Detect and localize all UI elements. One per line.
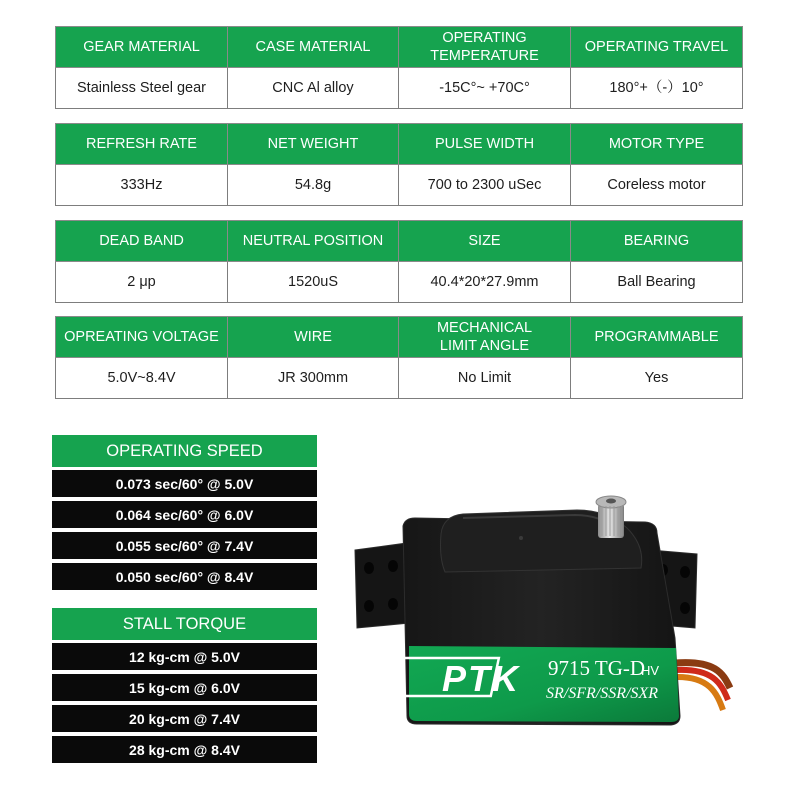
spec-header-cell: NET WEIGHT	[228, 124, 399, 165]
operating-speed-title: OPERATING SPEED	[52, 435, 317, 467]
spec-value-row	[56, 358, 743, 399]
spec-table-1	[55, 26, 743, 109]
torque-row: 20 kg-cm @ 7.4V	[52, 705, 317, 732]
spec-header-cell: GEAR MATERIAL	[56, 27, 228, 68]
spec-header-cell: MOTOR TYPE	[571, 124, 743, 165]
spec-header-cell: WIRE	[228, 317, 399, 358]
servo-motor-image	[345, 488, 735, 778]
spec-header-row	[56, 317, 743, 358]
spec-value-cell: 180°+（-）10°	[571, 68, 743, 109]
spec-value-cell: Ball Bearing	[571, 262, 743, 303]
spec-header-cell: OPERATING TRAVEL	[571, 27, 743, 68]
speed-row: 0.055 sec/60° @ 7.4V	[52, 532, 317, 559]
stall-torque-title: STALL TORQUE	[52, 608, 317, 640]
spec-value-row	[56, 68, 743, 109]
spec-header-cell: OPERATING TEMPERATURE	[399, 27, 571, 68]
speed-row: 0.073 sec/60° @ 5.0V	[52, 470, 317, 497]
speed-row: 0.064 sec/60° @ 6.0V	[52, 501, 317, 528]
spec-value-cell: 5.0V~8.4V	[56, 358, 228, 399]
brand-text: PTK	[442, 658, 520, 699]
spec-table-4	[55, 316, 743, 399]
spec-value-row	[56, 165, 743, 206]
variant-text: SR/SFR/SSR/SXR	[546, 685, 658, 702]
spec-value-cell: 2 μp	[56, 262, 228, 303]
spec-value-cell: 333Hz	[56, 165, 228, 206]
torque-row: 28 kg-cm @ 8.4V	[52, 736, 317, 763]
spec-value-cell: -15C°~ +70C°	[399, 68, 571, 109]
mount-hole	[680, 602, 690, 614]
spec-header-cell: OPREATING VOLTAGE	[56, 317, 228, 358]
model-text: 9715 TG-D	[548, 656, 646, 680]
spec-header-cell: REFRESH RATE	[56, 124, 228, 165]
spec-value-cell: CNC Al alloy	[228, 68, 399, 109]
spec-header-row	[56, 124, 743, 165]
spec-header-cell: SIZE	[399, 221, 571, 262]
ptk-logo	[379, 658, 521, 699]
mount-hole	[680, 566, 690, 578]
spec-value-cell: Stainless Steel gear	[56, 68, 228, 109]
spec-value-cell: JR 300mm	[228, 358, 399, 399]
spec-value-cell: 54.8g	[228, 165, 399, 206]
spec-table-3	[55, 220, 743, 303]
mount-hole	[388, 598, 398, 610]
servo-cover-dot	[519, 536, 523, 540]
spec-header-cell: PROGRAMMABLE	[571, 317, 743, 358]
spec-header-row	[56, 27, 743, 68]
spec-header-cell: DEAD BAND	[56, 221, 228, 262]
servo-wire	[675, 663, 730, 710]
spec-header-cell: NEUTRAL POSITION	[228, 221, 399, 262]
spec-header-row	[56, 221, 743, 262]
spec-header-cell: CASE MATERIAL	[228, 27, 399, 68]
spec-value-cell: Coreless motor	[571, 165, 743, 206]
torque-row: 12 kg-cm @ 5.0V	[52, 643, 317, 670]
model-suffix-text: HV	[641, 663, 660, 678]
mount-hole	[388, 560, 398, 572]
spec-value-cell: 40.4*20*27.9mm	[399, 262, 571, 303]
spec-value-cell: No Limit	[399, 358, 571, 399]
servo-mount-left	[355, 543, 409, 628]
operating-speed-panel	[52, 435, 317, 594]
spec-value-cell: Yes	[571, 358, 743, 399]
torque-row: 15 kg-cm @ 6.0V	[52, 674, 317, 701]
spec-header-cell: PULSE WIDTH	[399, 124, 571, 165]
output-gear-screw	[606, 499, 616, 504]
spec-value-cell: 1520uS	[228, 262, 399, 303]
mount-hole	[364, 600, 374, 612]
mount-hole	[364, 562, 374, 574]
spec-value-row	[56, 262, 743, 303]
spec-value-cell: 700 to 2300 uSec	[399, 165, 571, 206]
spec-header-cell: BEARING	[571, 221, 743, 262]
speed-row: 0.050 sec/60° @ 8.4V	[52, 563, 317, 590]
spec-table-2	[55, 123, 743, 206]
stall-torque-panel	[52, 608, 317, 767]
spec-header-cell: MECHANICAL LIMIT ANGLE	[399, 317, 571, 358]
